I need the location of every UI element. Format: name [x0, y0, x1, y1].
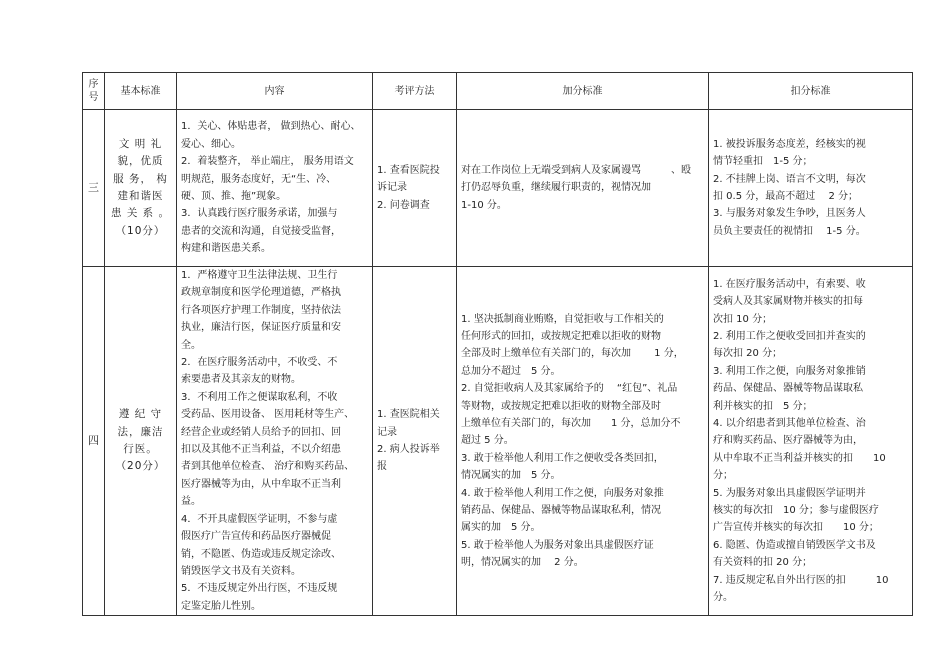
standard-line: 服 务， 构: [113, 172, 168, 185]
method-line: 诉记录: [377, 182, 407, 194]
bonus-line: 1. 坚决抵制商业贿赂，自觉拒收与工作相关的: [461, 313, 664, 325]
standard-line: 遵 纪 守: [118, 408, 163, 421]
row-standard: [105, 110, 177, 267]
bonus-line: 销药品、保健品、器械等物品谋取私利，情况: [461, 504, 661, 516]
bonus-line: 情况属实的加 5 分。: [461, 470, 561, 482]
row-seq: 三: [83, 110, 105, 267]
content-line: 2．着装整齐， 举止端庄， 服务用语文: [181, 156, 354, 168]
content-line: 者到其他单位检查、 治疗和购买药品、: [181, 461, 355, 473]
method-line: 1. 查看医院投: [377, 164, 440, 176]
content-line: 4．不开具虚假医学证明，不参与虚: [181, 513, 338, 525]
standard-line: 貌，优质: [117, 155, 164, 168]
row-method: [373, 110, 457, 267]
content-line: 政规章制度和医学伦理道德，严格执: [181, 287, 341, 299]
table-row: [83, 267, 913, 616]
deduct-line: 受病人及其家属财物并核实的扣每: [713, 296, 863, 308]
row-method: [373, 267, 457, 616]
deduct-line: 核实的每次扣 10 分；参与虚假医疗: [713, 504, 879, 516]
method-line: 2. 问卷调查: [377, 199, 430, 211]
deduct-line: 分。: [713, 592, 733, 604]
content-line: 医疗器械等为由，从中牟取不正当利: [181, 478, 341, 490]
row-bonus: [457, 267, 709, 616]
deduct-line: 情节轻重扣 1-5 分；: [713, 156, 813, 168]
bonus-line: 2. 自觉拒收病人及其家属给予的 “红包”、礼品: [461, 383, 678, 395]
method-line: 1. 查医院相关: [377, 409, 440, 421]
content-line: 经营企业或经销人员给予的回扣、回: [181, 426, 341, 438]
content-line: 3．认真践行医疗服务承诺，加强与: [181, 208, 338, 220]
content-line: 益。: [181, 496, 201, 508]
bonus-line: 全部及时上缴单位有关部门的，每次加 1 分，: [461, 348, 684, 360]
content-line: 定鉴定胎儿性别。: [181, 600, 261, 612]
content-line: 2．在医疗服务活动中，不收受、不: [181, 357, 338, 369]
standard-line: 建和谐医: [117, 190, 164, 202]
header-method: 考评方法: [373, 73, 457, 110]
deduct-line: 药品、保健品、器械等物品谋取私: [713, 383, 863, 395]
content-line: 执业，廉洁行医，保证医疗质量和安: [181, 322, 341, 334]
deduct-line: 分；: [713, 470, 733, 482]
content-line: 行各项医疗护理工作制度，坚持依法: [181, 304, 341, 316]
bonus-line: 5. 敢于检举他人为服务对象出具虚假医疗证: [461, 539, 654, 551]
bonus-line: 等财物，或按规定把难以拒收的财物全部及时: [461, 400, 661, 412]
bonus-line: 超过 5 分。: [461, 435, 514, 447]
standard-line: 行医。: [123, 443, 158, 456]
standard-line: 法，廉洁: [117, 425, 164, 438]
header-deduct: 扣分标准: [709, 73, 913, 110]
row-bonus: [457, 110, 709, 267]
content-line: 受药品、医用设备、 医用耗材等生产、: [181, 409, 355, 421]
method-line: 2. 病人投诉举: [377, 444, 440, 456]
content-line: 明规范，服务态度好，无“生、冷、: [181, 173, 337, 185]
bonus-line: 属实的加 5 分。: [461, 522, 541, 534]
bonus-line: 打仍忍辱负重，继续履行职责的，视情况加: [461, 182, 651, 194]
deduct-line: 3. 利用工作之便，向服务对象推销: [713, 365, 866, 377]
deduct-line: 广告宣传并核实的每次扣 10 分；: [713, 522, 879, 534]
deduct-line: 每次扣 20 分；: [713, 348, 783, 360]
row-seq: 四: [83, 267, 105, 616]
deduct-line: 利并核实的扣 5 分；: [713, 400, 813, 412]
content-line: 扣以及其他不正当利益，不以介绍患: [181, 444, 341, 456]
row-content: [177, 110, 373, 267]
deduct-line: 1. 被投诉服务态度差，经核实的视: [713, 138, 866, 150]
content-line: 销毁医学文书及有关资料。: [181, 565, 301, 577]
content-line: 假医疗广告宣传和药品医疗器械促: [181, 531, 331, 543]
bonus-line: 对在工作岗位上无端受到病人及家属谩骂 、殴: [461, 164, 691, 176]
row-standard: [105, 267, 177, 616]
deduct-line: 3. 与服务对象发生争吵，且医务人: [713, 208, 866, 220]
deduct-line: 扣 0.5 分，最高不超过 2 分；: [713, 191, 858, 202]
table-row: [83, 110, 913, 267]
row-deduct: [709, 267, 913, 616]
method-line: 记录: [377, 426, 397, 438]
content-line: 1．关心、体贴患者， 做到热心、耐心、: [181, 121, 361, 133]
bonus-line: 总加分不超过 5 分。: [461, 365, 561, 377]
deduct-line: 从中牟取不正当利益并核实的扣 10: [713, 452, 886, 464]
content-line: 爱心、细心。: [181, 138, 241, 150]
deduct-line: 2. 不挂牌上岗、语言不文明，每次: [713, 173, 866, 185]
content-line: 索要患者及其亲友的财物。: [181, 374, 301, 386]
bonus-line: 3. 敢于检举他人利用工作之便收受各类回扣，: [461, 452, 664, 464]
deduct-line: 7. 违反规定私自外出行医的扣 10: [713, 574, 889, 586]
deduct-line: 2. 利用工作之便收受回扣并查实的: [713, 330, 866, 342]
content-line: 硬、顶、推、拖”现象。: [181, 191, 287, 202]
standard-line: （10分）: [115, 224, 166, 237]
bonus-line: 上缴单位有关部门的，每次加 1 分，总加分不: [461, 417, 681, 429]
deduct-line: 有关资料的扣 20 分；: [713, 557, 813, 569]
content-line: 构建和谐医患关系。: [181, 243, 271, 255]
bonus-line: 任何形式的回扣，或按规定把难以拒收的财物: [461, 330, 661, 342]
deduct-line: 6. 隐匿、伪造或擅自销毁医学文书及: [713, 539, 876, 551]
assessment-table: [82, 72, 913, 616]
deduct-line: 4. 以介绍患者到其他单位检查、治: [713, 417, 866, 429]
method-line: 报: [377, 461, 387, 473]
content-line: 销，不隐匿、伪造或违反规定涂改、: [181, 548, 341, 560]
bonus-line: 4. 敢于检举他人利用工作之便，向服务对象推: [461, 487, 664, 499]
standard-line: 文 明 礼: [118, 137, 163, 150]
deduct-line: 5. 为服务对象出具虚假医学证明并: [713, 487, 866, 499]
header-content: 内容: [177, 73, 373, 110]
content-line: 患者的交流和沟通，自觉接受监督，: [181, 225, 341, 237]
content-line: 全。: [181, 339, 201, 351]
header-seq: 序号: [83, 73, 105, 110]
deduct-line: 员负主要责任的视情扣 1-5 分。: [713, 225, 866, 237]
header-row: [83, 73, 913, 110]
row-deduct: [709, 110, 913, 267]
standard-line: （20分）: [115, 460, 166, 473]
content-line: 5．不违反规定外出行医，不违反规: [181, 583, 338, 595]
row-content: [177, 267, 373, 616]
content-line: 1．严格遵守卫生法律法规、卫生行: [181, 270, 338, 281]
header-standard: 基本标准: [105, 73, 177, 110]
deduct-line: 疗和购买药品、医疗器械等为由，: [713, 435, 863, 447]
standard-line: 患 关 系 。: [110, 207, 170, 220]
deduct-line: 次扣 10 分；: [713, 313, 773, 325]
bonus-line: 明，情况属实的加 2 分。: [461, 557, 584, 569]
header-bonus: 加分标准: [457, 73, 709, 110]
content-line: 3．不利用工作之便谋取私利，不收: [181, 391, 338, 403]
deduct-line: 1. 在医疗服务活动中，有索要、收: [713, 278, 866, 290]
bonus-line: 1-10 分。: [461, 199, 507, 211]
